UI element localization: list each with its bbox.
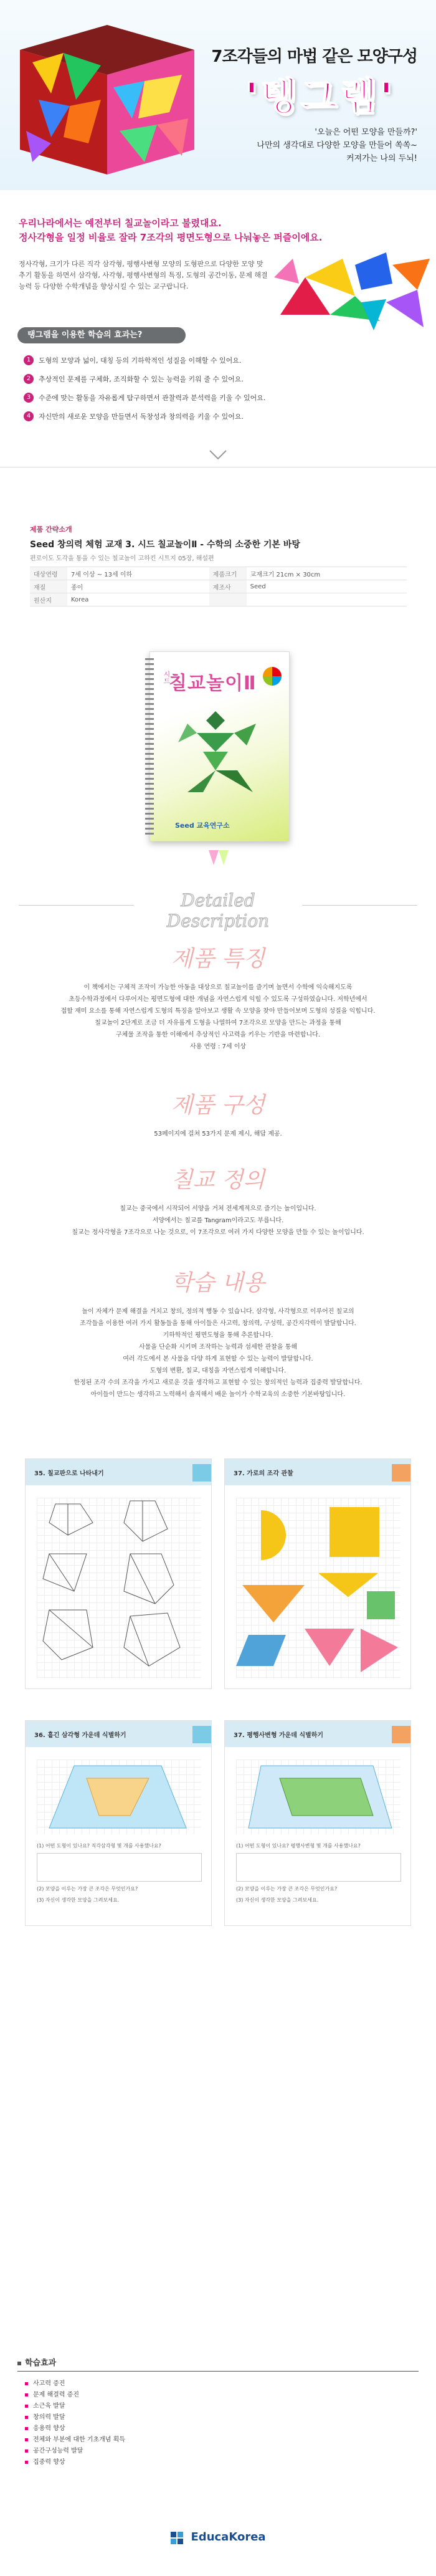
intro-section xyxy=(0,190,436,467)
worksheet-page xyxy=(25,1458,212,1689)
worksheet-figures xyxy=(236,1760,400,1834)
spec-key xyxy=(209,593,247,606)
spec-value: Seed xyxy=(247,580,407,593)
book-cover-image xyxy=(149,651,290,841)
section-line: 53페이지에 걸쳐 53가지 문제 제시, 해답 제공. xyxy=(154,1131,282,1137)
worksheet-question: (3) 자신이 생각한 모양을 그려보세요. xyxy=(236,1897,319,1903)
section-line: 칠교놀이 2단계로 조금 더 자유롭게 도형을 나열하여 7조각으로 모양을 만드는 과정을 통해 xyxy=(95,1020,341,1027)
section-line: 기하학적인 평면도형을 통해 추론합니다. xyxy=(163,1332,273,1339)
tangram-figure-image xyxy=(178,711,265,805)
effect-number: 3 xyxy=(24,393,34,403)
spec-key: 원산지 xyxy=(30,593,67,606)
book-title: 칠교놀이Ⅱ xyxy=(169,673,257,694)
worksheet-question: (3) 자신이 생각한 모양을 그려보세요. xyxy=(37,1897,120,1903)
product-spec-table xyxy=(30,567,407,606)
effect-item xyxy=(24,407,372,426)
list-item: 전체와 부분에 대한 기초개념 획득 xyxy=(25,2435,125,2446)
effect-list xyxy=(24,351,372,426)
worksheet-figures xyxy=(37,1760,201,1834)
learning-effects-list xyxy=(25,2378,125,2468)
intro-lead-line: 정사각형을 일정 비율로 잘라 7조각의 평면도형으로 나눠놓은 퍼즐이에요. xyxy=(19,232,323,243)
book-badge-icon xyxy=(263,667,282,686)
section-title: 칠교 정의 xyxy=(171,1167,265,1193)
hero-tagline-line: 나만의 생각대로 다양한 모양을 만들어 쏙쏙~ xyxy=(257,141,417,150)
effect-number: 4 xyxy=(24,411,34,421)
tangram-pieces-photo xyxy=(268,240,436,333)
section-line: 사물을 단순화 시키며 조작하는 능력과 섬세한 관찰을 통해 xyxy=(138,1344,298,1351)
product-header: 제품 간략소개 xyxy=(30,525,72,534)
section-line: 구체물 조작을 통한 이해에서 추상적인 사고력을 키우는 기반을 마련합니다. xyxy=(115,1032,321,1038)
chevron-down-icon xyxy=(209,449,227,461)
section-features xyxy=(25,941,411,1053)
worksheet-tab xyxy=(392,1464,410,1482)
section-title: 제품 특징 xyxy=(171,946,265,972)
section-line: 초등수학과정에서 다루어지는 평면도형에 대한 개념을 자연스럽게 익힐 수 있도록 구성하였습니다. 저학년에서 xyxy=(69,996,367,1003)
table-row xyxy=(30,580,407,593)
section-title: 제품 구성 xyxy=(171,1093,265,1118)
section-body xyxy=(25,982,411,1053)
worksheet-page xyxy=(224,1720,411,1926)
section-body xyxy=(25,1128,411,1140)
spec-key: 제품크기 xyxy=(209,567,247,580)
list-item: 집중력 향상 xyxy=(25,2457,125,2468)
effect-number: 1 xyxy=(24,355,34,365)
effect-text: 수준에 맞는 활동을 자유롭게 탐구하면서 관찰력과 분석력을 키울 수 있어요. xyxy=(39,394,266,402)
hero-title-wrap xyxy=(237,67,405,118)
spiral-binding xyxy=(145,658,154,836)
spec-value: 종이 xyxy=(67,580,209,593)
section-line: 조각들을 이용한 여러 가지 활동들을 통해 아이들은 사고력, 창의력, 구성력, 공간지각력이 발달합니다. xyxy=(80,1320,356,1327)
effect-number: 2 xyxy=(24,374,34,384)
worksheet-title: 35. 칠교판으로 나타내기 xyxy=(34,1470,104,1477)
intro-description: 정사각형, 크기가 다른 직각 삼각형, 평행사변형 모양의 도형판으로 다양한 모양 맞추기 활동을 하면서 삼각형, 사각형, 평행사변형의 특징, 도형의 공간이동, 문제 해결 능력 등 다양한 수학개념을 향상시킬 수 있는 교구랍니다. xyxy=(19,260,268,290)
worksheet-title: 37. 가로의 조각 관찰 xyxy=(234,1470,293,1477)
tangram-box-image xyxy=(14,25,201,181)
section-learning xyxy=(25,1265,411,1401)
list-item: 사고력 증진 xyxy=(25,2378,125,2390)
spec-value: 7세 이상 ~ 13세 이하 xyxy=(67,567,209,580)
product-subtitle: 편로이도 도각을 통을 수 있는 칠교놀이 고하킨 시트지 05장, 해설편 xyxy=(30,555,214,562)
effect-text: 도형의 모양과 넓이, 대칭 등의 기하학적인 성질을 이해할 수 있어요. xyxy=(39,357,242,365)
effect-text: 추상적인 문제를 구체화, 조직화할 수 있는 능력을 키워 줄 수 있어요. xyxy=(39,375,244,383)
section-body xyxy=(25,1306,411,1401)
list-item: 문제 해결력 증진 xyxy=(25,2390,125,2401)
divider-line xyxy=(17,2371,419,2372)
intro-lead-line: 우리나라에서는 예전부터 칠교놀이라고 불렸대요. xyxy=(19,218,222,229)
section-line: 칠교는 중국에서 시작되어 서양을 거쳐 전세계적으로 즐기는 놀이입니다. xyxy=(120,1205,316,1212)
section-line: 여러 각도에서 본 사물을 다양 하게 표현할 수 있는 능력이 발달합니다. xyxy=(123,1356,313,1362)
section-line: 사용 연령 : 7세 이상 xyxy=(189,1043,247,1050)
section-line: 아이들이 만드는 생각하고 노력해서 솔직해서 배운 놀이가 수학교육의 소중한 기본바탕입니다. xyxy=(90,1391,346,1398)
worksheet-tab xyxy=(192,1464,211,1482)
worksheet-title: 37. 평행사변형 가운데 식별하기 xyxy=(234,1732,324,1739)
book-title-prefix: 시드 xyxy=(163,671,171,684)
answer-box[interactable] xyxy=(37,1853,202,1882)
answer-box[interactable] xyxy=(236,1853,401,1882)
worksheet-figures xyxy=(37,1498,201,1678)
section-line: 접할 재미 요소를 통해 자연스럽게 도형의 특징을 알아보고 생활 속 모양을 찾아 만들어보며 도형의 성질을 익힙니다. xyxy=(60,1008,376,1015)
product-title: Seed 창의력 체험 교재 3. 시드 칠교놀이Ⅱ - 수학의 소중한 기본 바탕 xyxy=(30,540,300,550)
hero-tagline-line: 커져가는 나의 두뇌! xyxy=(346,154,417,163)
list-item: 응용력 향상 xyxy=(25,2423,125,2435)
hero-tagline xyxy=(257,126,417,165)
worksheet-question: (2) 모양을 이루는 가장 큰 조각은 무엇인가요? xyxy=(37,1886,138,1892)
list-item: 창의력 발달 xyxy=(25,2412,125,2423)
triangle-divider-icon xyxy=(209,848,229,868)
worksheet-question: (2) 모양을 이루는 가장 큰 조각은 무엇인가요? xyxy=(236,1886,338,1892)
footer-logo[interactable] xyxy=(0,2531,436,2545)
spec-value: Korea xyxy=(67,593,209,606)
table-row xyxy=(30,593,407,606)
detailed-description-label: Detailed Description xyxy=(134,890,302,931)
section-title: 학습 내용 xyxy=(171,1270,265,1296)
list-item: 소근육 발달 xyxy=(25,2401,125,2412)
table-row xyxy=(30,567,407,580)
learning-effects-title: 학습효과 xyxy=(17,2356,56,2368)
effect-text: 자신만의 새로운 모양을 만들면서 독창성과 창의력을 키울 수 있어요. xyxy=(39,413,244,421)
brand-name: EducaKorea xyxy=(191,2531,266,2544)
hero-subtitle: 7조각들의 마법 같은 모양구성 xyxy=(211,47,417,66)
learning-effects xyxy=(0,2356,436,2518)
section-line: 이 책에서는 구체적 조작이 가능한 아동을 대상으로 칠교놀이를 즐기며 놀면서 수학에 익숙해지도록 xyxy=(83,984,353,991)
worksheet-page xyxy=(224,1458,411,1689)
product-info xyxy=(0,468,436,605)
section-line: 칠교는 정사각형을 7조각으로 나눈 것으로, 이 7조각으로 여러 가지 다양한 모양을 만들 수 있는 놀이입니다. xyxy=(72,1229,364,1236)
spec-key: 대상연령 xyxy=(30,567,67,580)
worksheet-title: 36. 흩긴 삼각형 가운데 식별하기 xyxy=(34,1732,126,1739)
worksheet-tab xyxy=(192,1726,211,1743)
detailed-description-divider xyxy=(0,885,436,931)
section-line: 도형의 변환, 칠교, 대칭을 자연스럽게 이해합니다. xyxy=(149,1367,287,1374)
worksheet-figures xyxy=(236,1498,400,1678)
spec-key: 제조사 xyxy=(209,580,247,593)
brand-mark-icon xyxy=(170,2531,184,2545)
spec-value: 교재크기 21cm × 30cm xyxy=(247,567,407,580)
book-cover-area xyxy=(0,623,436,873)
list-item: 공간구성능력 발달 xyxy=(25,2446,125,2457)
book-publisher-logo: Seed 교육연구소 xyxy=(175,821,230,830)
hero-title: '탱그램' xyxy=(245,75,396,119)
worksheet-page xyxy=(25,1720,212,1926)
worksheet-tab xyxy=(392,1726,410,1743)
section-line: 서양에서는 칠교를 Tangram이라고도 부릅니다. xyxy=(152,1217,284,1224)
section-line: 한정된 조각 수의 조각을 가지고 새로운 것을 생각하고 표현할 수 있는 창의적인 능력과 집중력 발달합니다. xyxy=(73,1379,363,1386)
section-definition xyxy=(25,1162,411,1238)
spec-value xyxy=(247,593,407,606)
hero-banner xyxy=(0,0,436,190)
effect-item xyxy=(24,370,372,388)
worksheet-question: (1) 어떤 도형이 있나요? 직각삼각형 몇 개를 사용했나요? xyxy=(37,1843,161,1849)
effect-item xyxy=(24,388,372,407)
effect-title: 탱그램을 이용한 학습의 효과는? xyxy=(17,327,186,343)
section-composition xyxy=(25,1088,411,1140)
worksheet-question: (1) 어떤 도형이 있나요? 평행사변형 몇 개를 사용했나요? xyxy=(236,1843,361,1849)
spec-key: 재질 xyxy=(30,580,67,593)
hero-tagline-line: '오늘은 어떤 모양을 만들까?' xyxy=(315,128,417,137)
section-line: 놀이 자체가 문제 해결을 거치고 창의, 정의적 행동 수 있습니다. 삼각형, 사각형으로 이루어진 칠교의 xyxy=(82,1308,354,1315)
section-body xyxy=(25,1203,411,1238)
effect-item xyxy=(24,351,372,370)
